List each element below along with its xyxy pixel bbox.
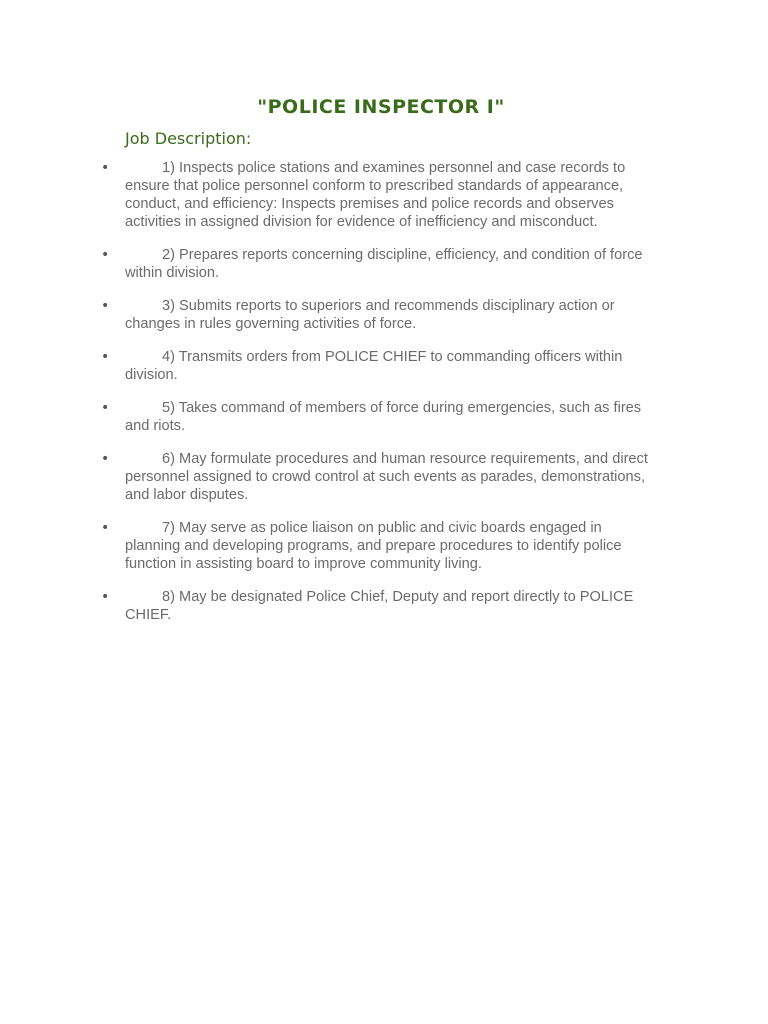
job-description-heading: Job Description: (125, 129, 252, 148)
duty-item (101, 159, 655, 231)
duty-item (101, 348, 655, 384)
bullet-icon: • (101, 160, 110, 176)
bullet-icon: • (101, 589, 110, 605)
duty-text: 4) Transmits orders from POLICE CHIEF to commanding officers within division. (125, 349, 623, 383)
duty-text: 8) May be designated Police Chief, Deputy and report directly to POLICE CHIEF. (125, 589, 634, 623)
duty-text: 6) May formulate procedures and human resource requirements, and direct personnel assigned to crowd control at such events as parades, demonstrations, and labor disputes. (125, 451, 648, 503)
duty-text: 3) Submits reports to superiors and recommends disciplinary action or changes in rules governing activities of force. (125, 298, 615, 332)
duty-item (101, 450, 655, 504)
document-title: "POLICE INSPECTOR I" (257, 96, 505, 118)
duty-text: 7) May serve as police liaison on public and civic boards engaged in planning and developing programs, and prepare procedures to identify police function in assisting board to improve community living. (125, 520, 622, 572)
duty-text: 1) Inspects police stations and examines personnel and case records to ensure that police personnel conform to prescribed standards of appearance, conduct, and efficiency: Inspects premises and police records and observes activities in assigned division for evidence of inefficiency and misconduct. (125, 160, 626, 230)
duties-list (0, 159, 655, 639)
duty-item (101, 519, 655, 573)
duty-text: 5) Takes command of members of force during emergencies, such as fires and riots. (125, 400, 642, 434)
duty-item (101, 246, 655, 282)
bullet-icon: • (101, 247, 110, 263)
bullet-icon: • (101, 298, 110, 314)
bullet-icon: • (101, 451, 110, 467)
bullet-icon: • (101, 349, 110, 365)
duty-item (101, 588, 655, 624)
bullet-icon: • (101, 520, 110, 536)
duty-item (101, 399, 655, 435)
duty-item (101, 297, 655, 333)
bullet-icon: • (101, 400, 110, 416)
duty-text: 2) Prepares reports concerning discipline, efficiency, and condition of force within division. (125, 247, 643, 281)
